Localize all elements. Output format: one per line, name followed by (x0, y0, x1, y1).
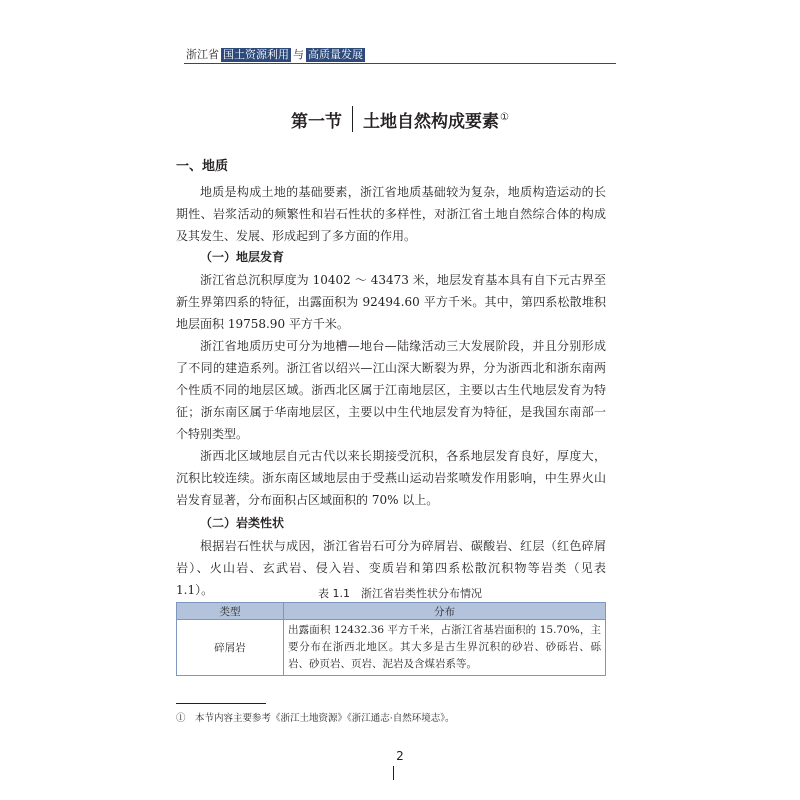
footnote: ① 本节内容主要参考《浙江土地资源》《浙江通志·自然环境志》。 (176, 713, 455, 724)
rock-types-paragraph: 根据岩石性状与成因，浙江省岩石可分为碎屑岩、碳酸岩、红层（红色碎屑岩）、火山岩、玄武岩、侵入岩、变质岩和第四系松散沉积物等岩类（见表 1.1）。 (176, 539, 606, 597)
strata-paragraph-1: 浙江省总沉积厚度为 10402 ～ 43473 米，地层发育基本具有自下元古界至新生界第四系的特征，出露面积为 92494.60 平方千米。其中，第四系松散堆积地层面积 19758.90 平方千米。 (176, 273, 606, 331)
header-text-land-resources: 国土资源利用 (223, 48, 289, 61)
table-caption: 表 1.1 浙江省岩类性状分布情况 (318, 587, 482, 600)
table-row (177, 620, 606, 676)
strata-paragraph-2: 浙江省地质历史可分为地槽—地台—陆缘活动三大发展阶段，并且分别形成了不同的建造系列。浙江省以绍兴—江山深大断裂为界，分为浙西北和浙东南两个性质不同的地层区域。浙西北区属于江南地层区，主要以古生代地层发育为特征；浙东南区属于华南地层区，主要以中生代地层发育为特征，是我国东南部一个特别类型。 (176, 339, 606, 441)
page-number-tick (393, 766, 394, 780)
header-rule (184, 63, 616, 64)
column-header-distribution: 分布 (284, 603, 606, 620)
section-name (363, 107, 509, 132)
cell-type: 碎屑岩 (177, 620, 284, 676)
running-header (184, 48, 365, 62)
heading-geology: 一、地质 (176, 159, 229, 174)
footnote-rule (176, 703, 266, 704)
footnote-mark: ① (500, 111, 509, 123)
strata-paragraph-3: 浙西北区域地层自元古代以来长期接受沉积，各系地层发育良好，厚度大，沉积比较连续。浙东南区域地层由于受燕山运动岩浆喷发作用影响，中生界火山岩发育显著，分布面积占区域面积的 70% 以上。 (176, 449, 606, 507)
header-text-development: 高质量发展 (308, 48, 363, 61)
rock-distribution-table (176, 602, 606, 676)
column-header-type: 类型 (177, 603, 284, 620)
intro-paragraph: 地质是构成土地的基础要素，浙江省地质基础较为复杂，地质构造运动的长期性、岩浆活动的频繁性和岩石性状的多样性，对浙江省土地自然综合体的构成及其发生、发展、形成起到了多方面的作用。 (176, 185, 606, 243)
section-title (0, 106, 800, 132)
heading-rock-types: （二）岩类性状 (200, 516, 285, 530)
section-name-text: 土地自然构成要素 (363, 111, 500, 132)
section-number: 第一节 (291, 111, 343, 132)
page-number: 2 (396, 749, 404, 763)
heading-strata: （一）地层发育 (200, 250, 285, 264)
section-title-divider (352, 106, 353, 132)
cell-distribution: 出露面积 12432.36 平方千米，占浙江省基岩面积的 15.70%，主要分布在浙西北地区。其大多是古生界沉积的砂岩、砂砾岩、砾岩、砂页岩、页岩、泥岩及含煤岩系等。 (284, 620, 606, 676)
header-text-province: 浙江省 (186, 48, 219, 61)
header-text-and: 与 (293, 48, 304, 61)
table-header-row (177, 603, 606, 620)
